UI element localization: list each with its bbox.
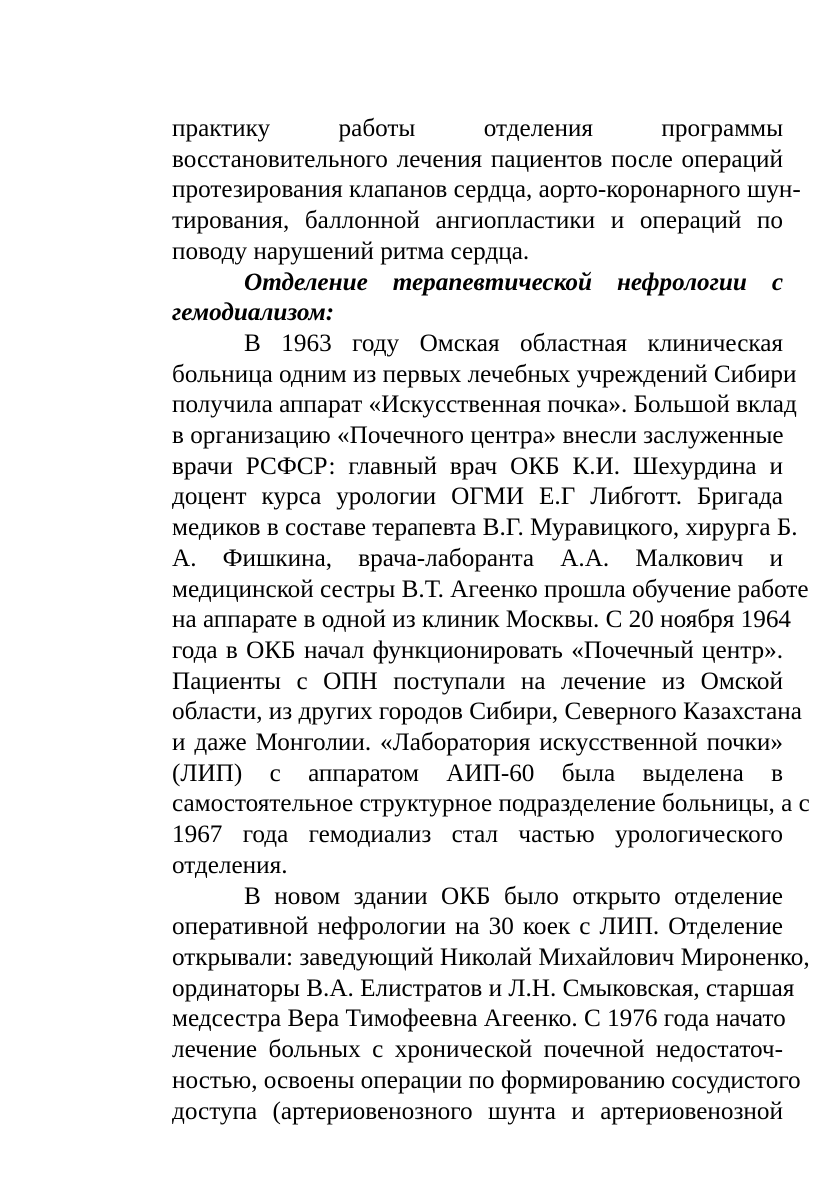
text-line: медицинской сестры В.Т. Агеенко прошла обучение работе [172, 575, 809, 603]
text-line: доступа (артериовенозного шунта и артериовенозной [172, 1097, 783, 1125]
text-line: года в ОКБ начал функционировать «Почечный центр». [172, 636, 783, 664]
text-line: поводу нарушений ритма сердца. [172, 237, 530, 265]
text-line: врачи РСФСР: главный врач ОКБ К.И. Шехурдина и [172, 452, 783, 480]
text-line: ординаторы В.А. Елистратов и Л.Н. Смыковская, старшая [172, 974, 795, 1002]
document-page [172, 114, 810, 1127]
text-line: медсестра Вера Тимофеевна Агеенко. С 1976 года начато [172, 1005, 786, 1033]
text-line: самостоятельное структурное подразделение больницы, а с [172, 790, 810, 818]
text-line: восстановительного лечения пациентов после операций [172, 145, 783, 173]
paragraph-new-department [172, 882, 810, 1128]
text-line: протезирования клапанов сердца, аорто-коронарного шун- [172, 176, 801, 204]
text-line: ностью, освоены операции по формированию сосудистого [172, 1066, 801, 1094]
text-line: отделения. [172, 851, 288, 879]
section-heading [172, 268, 783, 329]
text-line: открывали: заведующий Николай Михайлович Мироненко, [172, 943, 810, 971]
text-line: 1967 года гемодиализ стал частью урологического [172, 821, 783, 849]
text-line: доцент курса урологии ОГМИ Е.Г Либготт. Бригада [172, 483, 783, 511]
text-line: больница одним из первых лечебных учреждений Сибири [172, 360, 797, 388]
paragraph-dialysis-history [172, 329, 810, 882]
text-line: области, из других городов Сибири, Северного Казахстана [172, 698, 802, 726]
text-line: и даже Монголии. «Лаборатория искусственной почки» [172, 729, 783, 757]
text-line: оперативной нефрологии на 30 коек с ЛИП. Отделение [172, 913, 783, 941]
heading-line: Отделение терапевтической нефрологии с [244, 268, 783, 296]
paragraph-rehab-programs [172, 114, 801, 268]
text-line: медиков в составе терапевта В.Г. Муравицкого, хирурга Б. [172, 514, 798, 542]
text-line: практику работы отделения программы [172, 115, 783, 142]
text-line: В новом здании ОКБ было открыто отделение [244, 882, 783, 910]
text-line: В 1963 году Омская областная клиническая [244, 329, 783, 357]
text-line: (ЛИП) с аппаратом АИП-60 была выделена в [172, 759, 783, 787]
text-line: в организацию «Почечного центра» внесли заслуженные [172, 422, 784, 450]
text-line: Пациенты с ОПН поступали на лечение из Омской [172, 667, 783, 695]
text-line: тирования, баллонной ангиопластики и операций по [172, 207, 783, 235]
text-line: на аппарате в одной из клиник Москвы. С 20 ноября 1964 [172, 606, 792, 634]
text-line: получила аппарат «Искусственная почка». Большой вклад [172, 391, 797, 419]
text-line: лечение больных с хронической почечной недостаточ- [172, 1036, 783, 1064]
heading-line: гемодиализом: [172, 299, 335, 327]
text-line: А. Фишкина, врача-лаборанта А.А. Малкович и [172, 544, 783, 572]
